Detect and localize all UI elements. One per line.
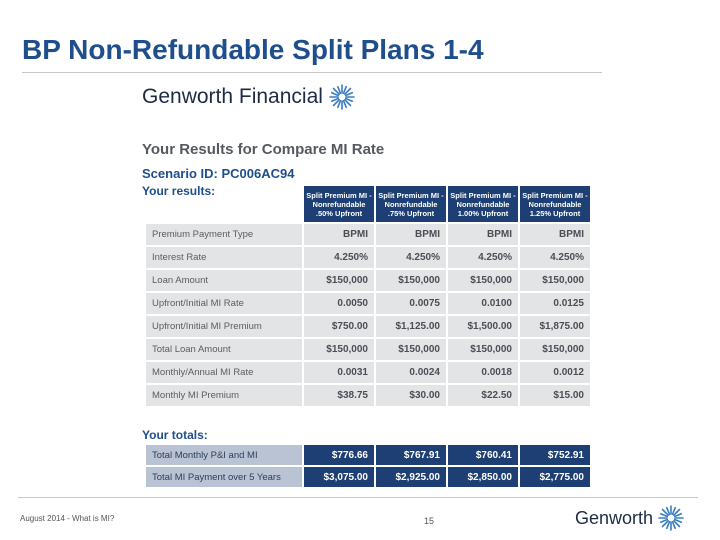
cell-value: $2,925.00 (376, 467, 446, 487)
cell-value: $22.50 (448, 385, 518, 406)
logo-text: Genworth Financial (142, 85, 323, 108)
footer-divider (18, 497, 698, 498)
cell-value: $150,000 (304, 339, 374, 360)
cell-value: $150,000 (376, 270, 446, 291)
cell-value: 0.0024 (376, 362, 446, 383)
cell-value: $776.66 (304, 445, 374, 465)
row-label: Upfront/Initial MI Premium (146, 316, 302, 337)
cell-value: 0.0018 (448, 362, 518, 383)
starburst-icon (658, 505, 684, 531)
cell-value: 4.250% (376, 247, 446, 268)
cell-value: $150,000 (448, 270, 518, 291)
header-spacer (146, 186, 302, 222)
cell-value: BPMI (448, 224, 518, 245)
cell-value: $760.41 (448, 445, 518, 465)
totals-row (146, 467, 590, 487)
cell-value: $150,000 (520, 339, 590, 360)
cell-value: $30.00 (376, 385, 446, 406)
cell-value: 4.250% (520, 247, 590, 268)
totals-table (144, 443, 592, 489)
genworth-financial-logo (142, 84, 355, 110)
page-number: 15 (424, 516, 435, 526)
table-row (146, 247, 590, 268)
row-label: Monthly MI Premium (146, 385, 302, 406)
cell-value: 0.0075 (376, 293, 446, 314)
table-row (146, 224, 590, 245)
totals-row (146, 445, 590, 465)
cell-value: 0.0050 (304, 293, 374, 314)
cell-value: $150,000 (304, 270, 374, 291)
row-label: Total Monthly P&I and MI (146, 445, 302, 465)
your-results-label: Your results: (142, 184, 216, 198)
cell-value: $15.00 (520, 385, 590, 406)
row-label: Premium Payment Type (146, 224, 302, 245)
table-row (146, 385, 590, 406)
cell-value: 0.0031 (304, 362, 374, 383)
table-row (146, 293, 590, 314)
cell-value: $1,875.00 (520, 316, 590, 337)
cell-value: $150,000 (520, 270, 590, 291)
cell-value: $750.00 (304, 316, 374, 337)
table-row (146, 362, 590, 383)
genworth-footer-logo (575, 505, 684, 531)
cell-value: BPMI (376, 224, 446, 245)
cell-value: $752.91 (520, 445, 590, 465)
cell-value: $1,125.00 (376, 316, 446, 337)
row-label: Loan Amount (146, 270, 302, 291)
cell-value: $150,000 (376, 339, 446, 360)
row-label: Total Loan Amount (146, 339, 302, 360)
cell-value: $2,850.00 (448, 467, 518, 487)
cell-value: 0.0012 (520, 362, 590, 383)
row-label: Upfront/Initial MI Rate (146, 293, 302, 314)
results-table (144, 184, 592, 408)
results-heading: Your Results for Compare MI Rate (142, 141, 385, 158)
row-label: Monthly/Annual MI Rate (146, 362, 302, 383)
your-totals-label: Your totals: (142, 428, 208, 442)
column-header: Split Premium MI - Nonrefundable .50% Upfront (304, 186, 374, 222)
column-header: Split Premium MI - Nonrefundable .75% Upfront (376, 186, 446, 222)
cell-value: 4.250% (304, 247, 374, 268)
starburst-icon (329, 84, 355, 110)
table-row (146, 270, 590, 291)
cell-value: 0.0125 (520, 293, 590, 314)
footer-date: August 2014 - What is MI? (20, 514, 115, 523)
cell-value: $38.75 (304, 385, 374, 406)
cell-value: $1,500.00 (448, 316, 518, 337)
title-divider (22, 72, 602, 73)
row-label: Total MI Payment over 5 Years (146, 467, 302, 487)
cell-value: BPMI (304, 224, 374, 245)
column-header-row (146, 186, 590, 222)
cell-value: 4.250% (448, 247, 518, 268)
cell-value: $2,775.00 (520, 467, 590, 487)
table-row (146, 339, 590, 360)
scenario-id: Scenario ID: PC006AC94 (142, 166, 295, 181)
column-header: Split Premium MI - Nonrefundable 1.00% Upfront (448, 186, 518, 222)
slide-title: BP Non-Refundable Split Plans 1-4 (22, 34, 484, 65)
column-header: Split Premium MI - Nonrefundable 1.25% Upfront (520, 186, 590, 222)
footer-logo-text: Genworth (575, 507, 654, 528)
cell-value: $767.91 (376, 445, 446, 465)
table-row (146, 316, 590, 337)
cell-value: $150,000 (448, 339, 518, 360)
row-label: Interest Rate (146, 247, 302, 268)
cell-value: 0.0100 (448, 293, 518, 314)
cell-value: BPMI (520, 224, 590, 245)
cell-value: $3,075.00 (304, 467, 374, 487)
